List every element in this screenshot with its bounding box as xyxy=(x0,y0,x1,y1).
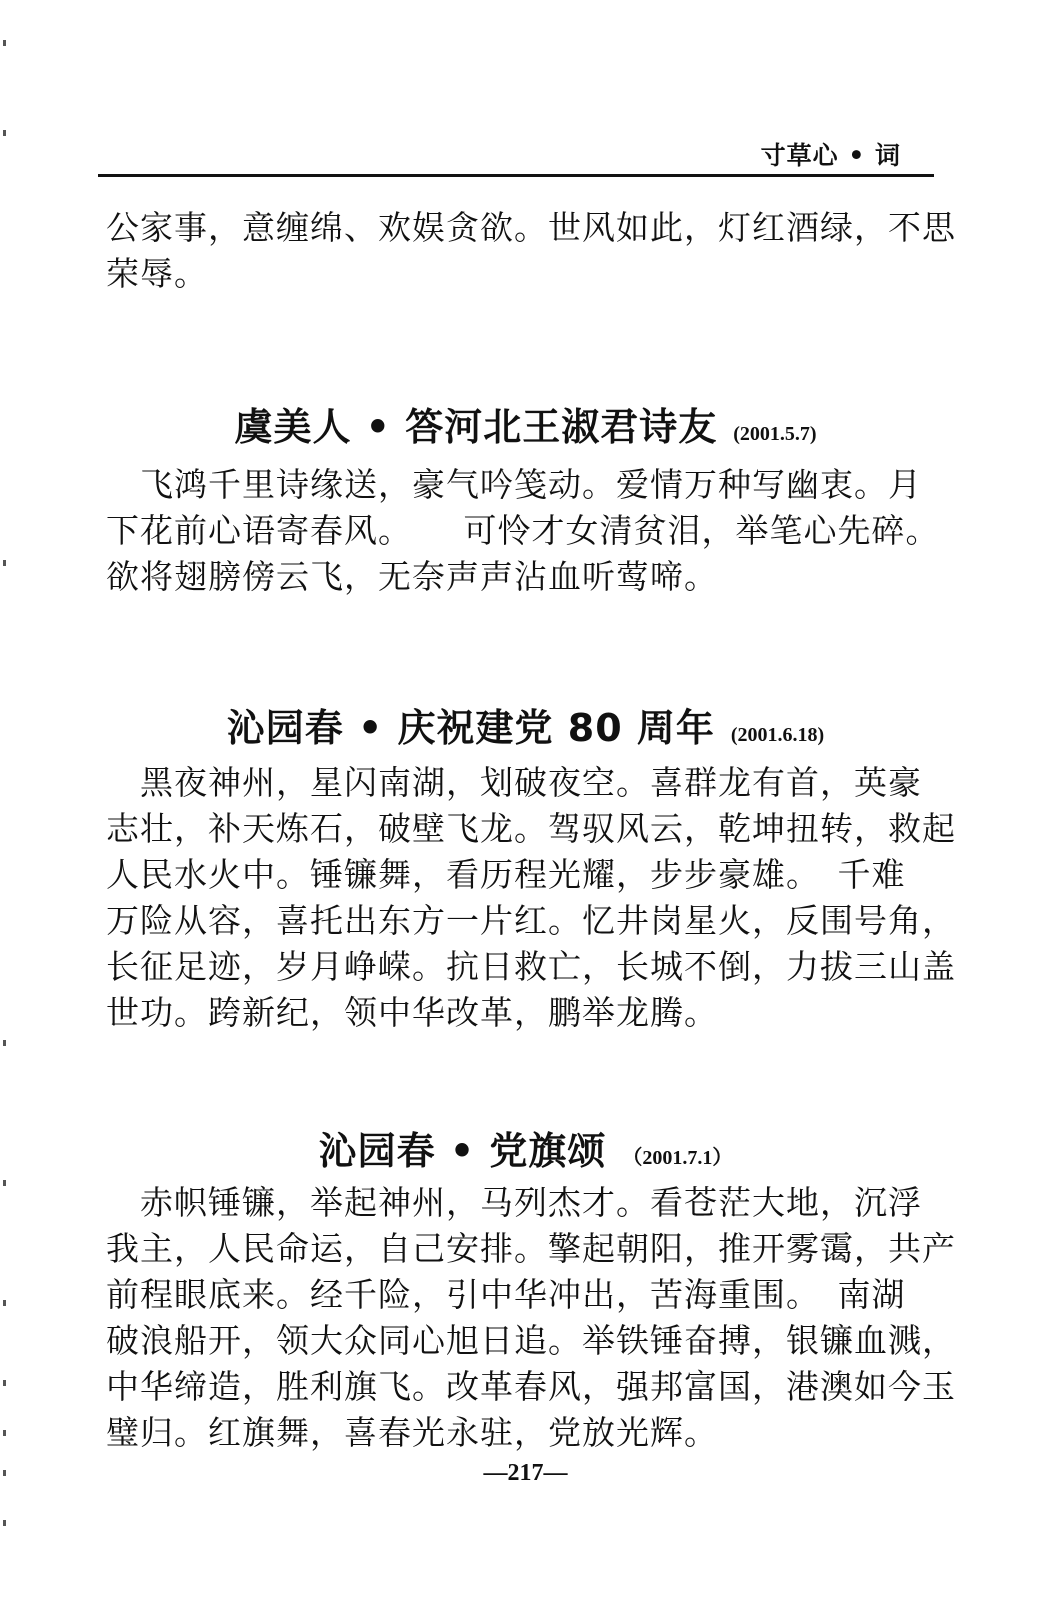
scan-margin-specks xyxy=(3,0,7,1600)
poem-title-text: 虞美人 • 答河北王淑君诗友 xyxy=(234,405,718,449)
poem-body-1 xyxy=(106,462,940,600)
text-line: 黑夜神州，星闪南湖，划破夜空。喜群龙有首，英豪 xyxy=(106,763,922,802)
poem-body-3 xyxy=(106,1180,956,1456)
running-head: 寸草心 • 词 xyxy=(760,141,901,170)
text-line: 中华缔造，胜利旗飞。改革春风，强邦富国，港澳如今玉 xyxy=(106,1367,956,1406)
poem-date: (2001.6.18) xyxy=(730,724,825,746)
text-line: 长征足迹，岁月峥嵘。抗日救亡，长城不倒，力拔三山盖 xyxy=(106,947,956,986)
text-line: 下花前心语寄春风。 可怜才女清贫泪，举笔心先碎。 xyxy=(106,511,940,550)
text-line: 璧归。红旗舞，喜春光永驻，党放光辉。 xyxy=(106,1413,718,1452)
header-rule xyxy=(98,174,934,177)
text-line: 欲将翅膀傍云飞，无奈声声沾血听莺啼。 xyxy=(106,557,718,596)
text-line: 赤帜锤镰，举起神州，马列杰才。看苍茫大地，沉浮 xyxy=(106,1183,922,1222)
text-line: 破浪船开，领大众同心旭日追。举铁锤奋搏，银镰血溅， xyxy=(106,1321,956,1360)
text-line: 人民水火中。锤镰舞，看历程光耀，步步豪雄。 千难 xyxy=(106,855,906,894)
poem-body-2 xyxy=(106,760,956,1036)
text-line: 世功。跨新纪，领中华改革，鹏举龙腾。 xyxy=(106,993,718,1032)
poem-title-2 xyxy=(0,697,1051,752)
poem-title-3 xyxy=(0,1120,1051,1175)
poem-title-text: 沁园春 • 庆祝建党 80 周年 xyxy=(226,706,715,750)
poem-date: (2001.5.7) xyxy=(733,423,817,445)
carryover-paragraph xyxy=(106,205,956,297)
page-number: —217— xyxy=(483,1460,568,1486)
poem-title-1 xyxy=(0,396,1051,451)
text-line: 万险从容，喜托出东方一片红。忆井岗星火，反围号角， xyxy=(106,901,956,940)
text-line: 飞鸿千里诗缘送，豪气吟笺动。爱情万种写幽衷。月 xyxy=(106,465,922,504)
text-line: 公家事，意缠绵、欢娱贪欲。世风如此，灯红酒绿，不思 xyxy=(106,208,956,247)
poem-date: （2001.7.1） xyxy=(622,1147,733,1169)
text-line: 荣辱。 xyxy=(106,254,208,293)
text-line: 前程眼底来。经千险，引中华冲出，苦海重围。 南湖 xyxy=(106,1275,906,1314)
poem-title-text: 沁园春 • 党旗颂 xyxy=(318,1129,607,1173)
text-line: 志壮，补天炼石，破壁飞龙。驾驭风云，乾坤扭转，救起 xyxy=(106,809,956,848)
text-line: 我主，人民命运，自己安排。擎起朝阳，推开雾霭，共产 xyxy=(106,1229,956,1268)
